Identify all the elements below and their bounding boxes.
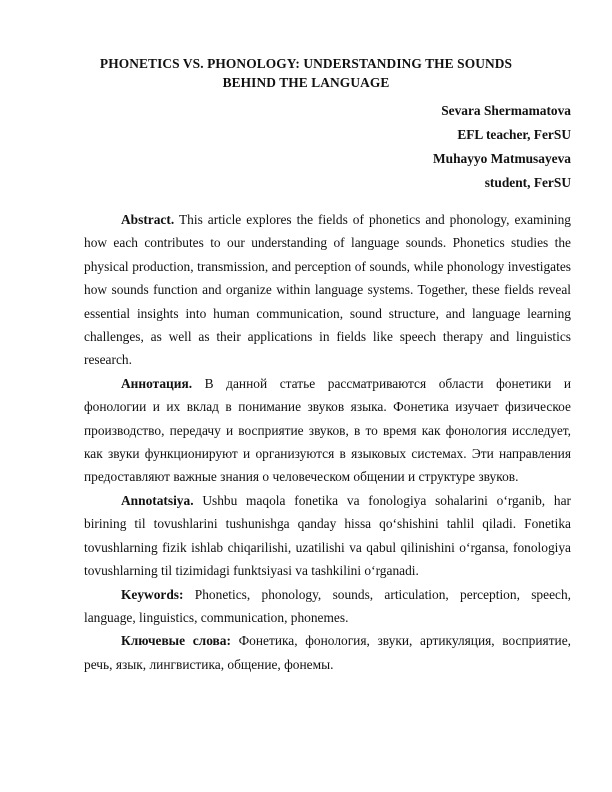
keywords-en-text: Phonetics, phonology, sounds, articulation, perception, speech, language, linguistics, communication, phonemes. bbox=[84, 586, 571, 625]
author-affiliation: EFL teacher, FerSU bbox=[457, 127, 571, 142]
keywords-en-lead: Keywords: bbox=[121, 586, 184, 602]
abstract-uz bbox=[84, 489, 571, 583]
abstract-text: This article explores the fields of phonetics and phonology, examining how each contributes to our understanding of language sounds. Phonetics studies the physical production, transmission, and perception of sounds, while phonology investigates how sounds function and organize within language systems. Together, these fields reveal essential insights into human communication, sound structure, and language learning challenges, as well as their applications in fields like speech therapy and linguistics research. bbox=[84, 212, 571, 368]
paper-body bbox=[84, 208, 571, 676]
author-name: Muhayyo Matmusayeva bbox=[433, 151, 571, 166]
abstract-ru-text: В данной статье рассматриваются области фонетики и фонологии и их вклад в понимание звуков языка. Фонетика изучает физическое производство, передачу и восприятие звуков, в то время как фонология исследует, как звуки функционируют и организуются в языковых системах. Эти направления предоставляют важные знания о человеческом общении и структуре звуков. bbox=[84, 375, 571, 485]
abstract-en bbox=[84, 208, 571, 372]
keywords-ru-text: Фонетика, фонология, звуки, артикуляция, восприятие, речь, язык, лингвистика, общение, фонемы. bbox=[84, 633, 571, 672]
abstract-lead: Abstract. bbox=[121, 212, 175, 227]
author-block bbox=[433, 99, 571, 195]
abstract-uz-text: Ushbu maqola fonetika va fonologiya sohalarini o‘rganib, har birining til tovushlarini tushunishga qanday hissa qo‘shishini tahlil qiladi. Fonetika tovushlarning fizik ishlab chiqarilishi, uzatilishi va qabul qilinishini o‘rgansa, fonologiya tovushlarning til tizimidagi funktsiyasi va tashkilini o‘rganadi. bbox=[84, 492, 571, 579]
abstract-ru bbox=[84, 372, 571, 489]
paper-title: PHONETICS VS. PHONOLOGY: UNDERSTANDING THE SOUNDS BEHIND THE LANGUAGE bbox=[99, 56, 513, 90]
keywords-en bbox=[84, 583, 571, 630]
keywords-ru bbox=[84, 629, 571, 676]
author-name: Sevara Shermamatova bbox=[441, 103, 571, 118]
abstract-ru-lead: Аннотация. bbox=[121, 375, 193, 391]
keywords-ru-lead: Ключевые слова: bbox=[121, 633, 231, 649]
author-affiliation: student, FerSU bbox=[484, 175, 571, 190]
abstract-uz-lead: Annotatsiya. bbox=[121, 492, 194, 508]
